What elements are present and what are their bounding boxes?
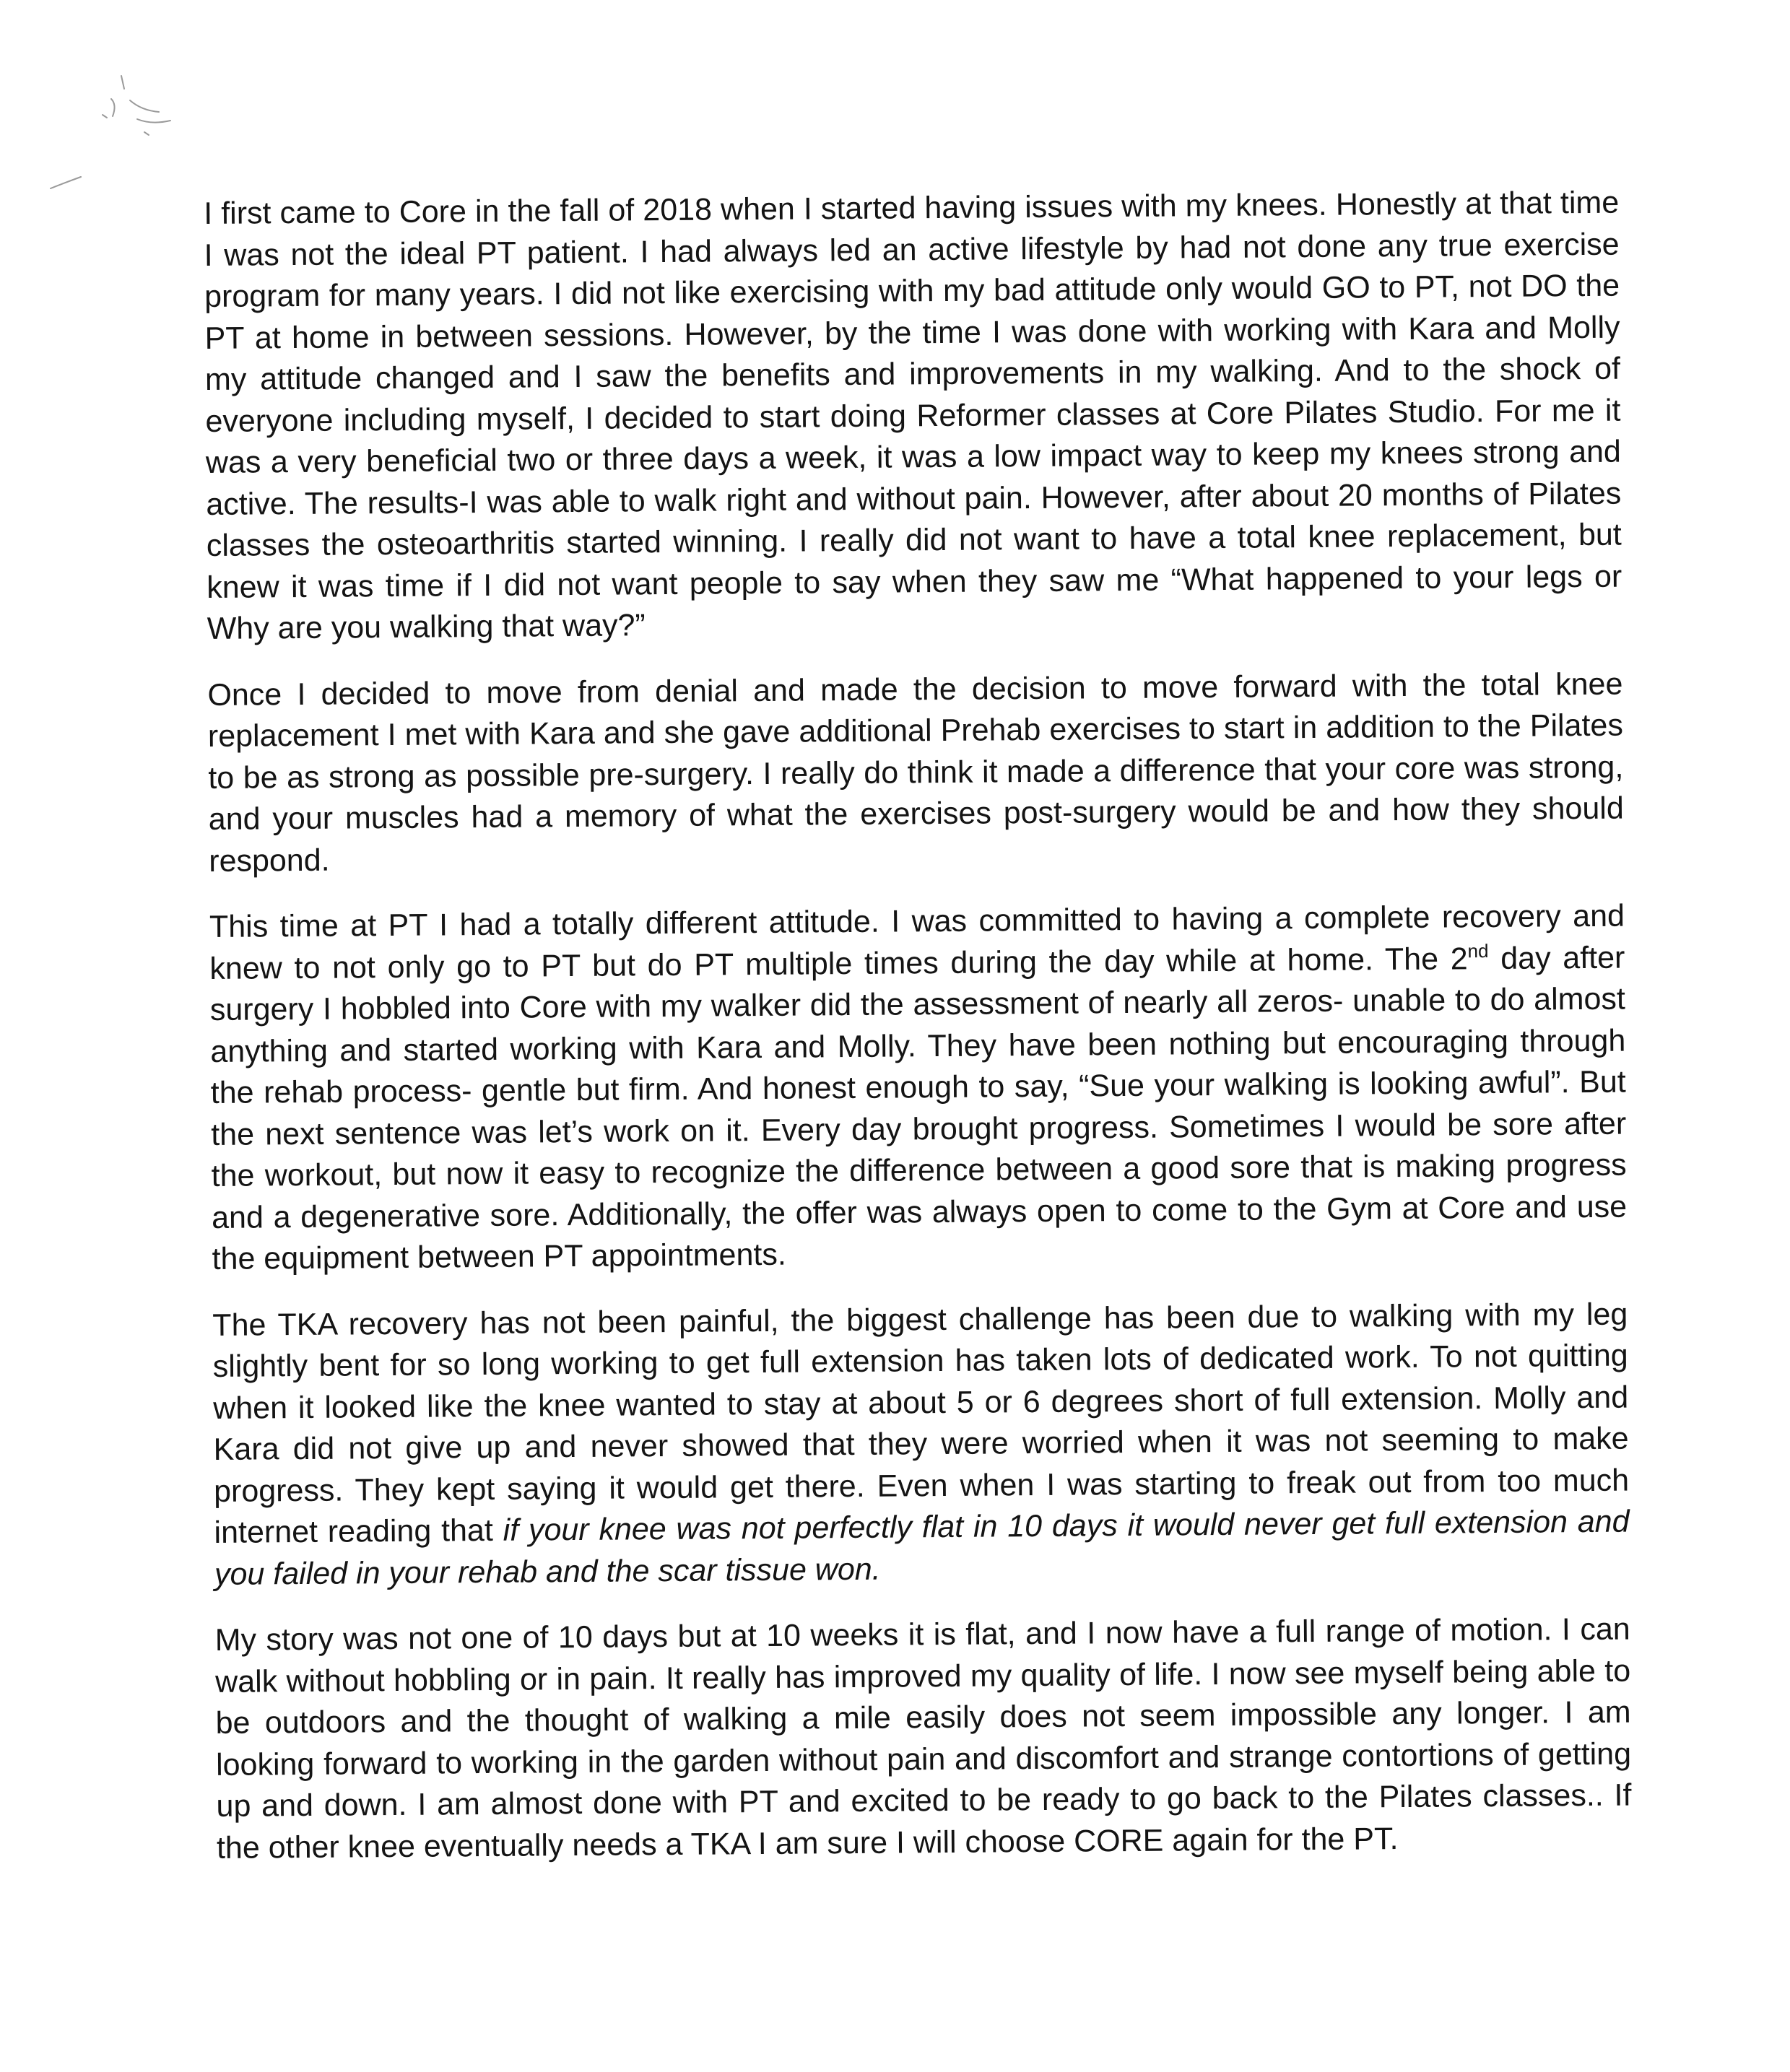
paragraph-4-italic-text: if your knee was not perfectly flat in 10 days it would never get full extension and you failed in your rehab and the scar tissue won.: [214, 1504, 1630, 1592]
paragraph-3-text-start: This time at PT I had a totally different attitude. I was committed to having a complete recovery and knew to not only go to PT but do PT multiple times during the day while at home. The 2: [209, 898, 1625, 986]
paragraph-1-text: I first came to Core in the fall of 2018 when I started having issues with my knees. Honestly at that time I was not the ideal PT patient. I had always led an active lifestyle by had not done any true exercise program for many years. I did not like exercising with my bad attitude only would GO to PT, not DO the PT at home in between sessions. However, by the time I was done with working with Kara and Molly my attitude changed and I saw the benefits and improvements in my walking. And to the shock of everyone including myself, I decided to start doing Reformer classes at Core Pilates Studio. For me it was a very beneficial two or three days a week, it was a low impact way to keep my knees strong and active. The results-I was able to walk right and without pain. However, after about 20 months of Pilates classes the osteoarthritis started winning. I really did not want to have a total knee replacement, but knew it was time if I did not want people to say when they saw me “What happened to your legs or Why are you walking that way?”: [204, 185, 1622, 646]
paragraph-5: [215, 1609, 1633, 1869]
paragraph-4: [212, 1294, 1630, 1596]
paragraph-3: [209, 896, 1628, 1281]
paragraph-2: [207, 663, 1624, 882]
scan-mark-icon: [36, 54, 224, 213]
paragraph-2-text: Once I decided to move from denial and made the decision to move forward with the total knee replacement I met with Kara and she gave additional Prehab exercises to start in addition to the Pilates to be as strong as possible pre-surgery. I really do think it made a difference that your core was strong, and your muscles had a memory of what the exercises post-surgery would be and how they should respond.: [207, 666, 1624, 879]
letter-body: [204, 183, 1632, 1869]
paragraph-5-text: My story was not one of 10 days but at 10 weeks it is flat, and I now have a full range of motion. I can walk without hobbling or in pain. It really has improved my quality of life. I now see myself being able to be outdoors and the thought of walking a mile easily does not seem impossible any longer. I am looking forward to working in the garden without pain and discomfort and strange contortions of getting up and down. I am almost done with PT and excited to be ready to go back to the Pilates classes.. If the other knee eventually needs a TKA I am sure I will choose CORE again for the PT.: [214, 1611, 1632, 1866]
paragraph-3-text-end: day after surgery I hobbled into Core with my walker did the assessment of nearly all zeros- unable to do almost anything and started working with Kara and Molly. They have been nothing but encouraging through the rehab process- gentle but firm. And honest enough to say, “Sue your walking is looking awful”. But the next sentence was let’s work on it. Every day brought progress. Sometimes I would be sore after the workout, but now it easy to recognize the difference between a good sore that is making progress and a degenerative sore. Additionally, the offer was always open to come to the Gym at Core and use the equipment between PT appointments.: [209, 940, 1628, 1276]
paragraph-1: [204, 183, 1622, 650]
ordinal-suffix: nd: [1467, 939, 1489, 962]
paragraph-4-text: The TKA recovery has not been painful, the biggest challenge has been due to walking with my leg slightly bent for so long working to get full extension has taken lots of dedicated work. To not quitting when it looked like the knee wanted to stay at about 5 or 6 degrees short of full extension. Molly and Kara did not give up and never showed that they were worried when it was not seeming to make progress. They kept saying it would get there. Even when I was starting to freak out from too much internet reading that: [212, 1297, 1630, 1550]
